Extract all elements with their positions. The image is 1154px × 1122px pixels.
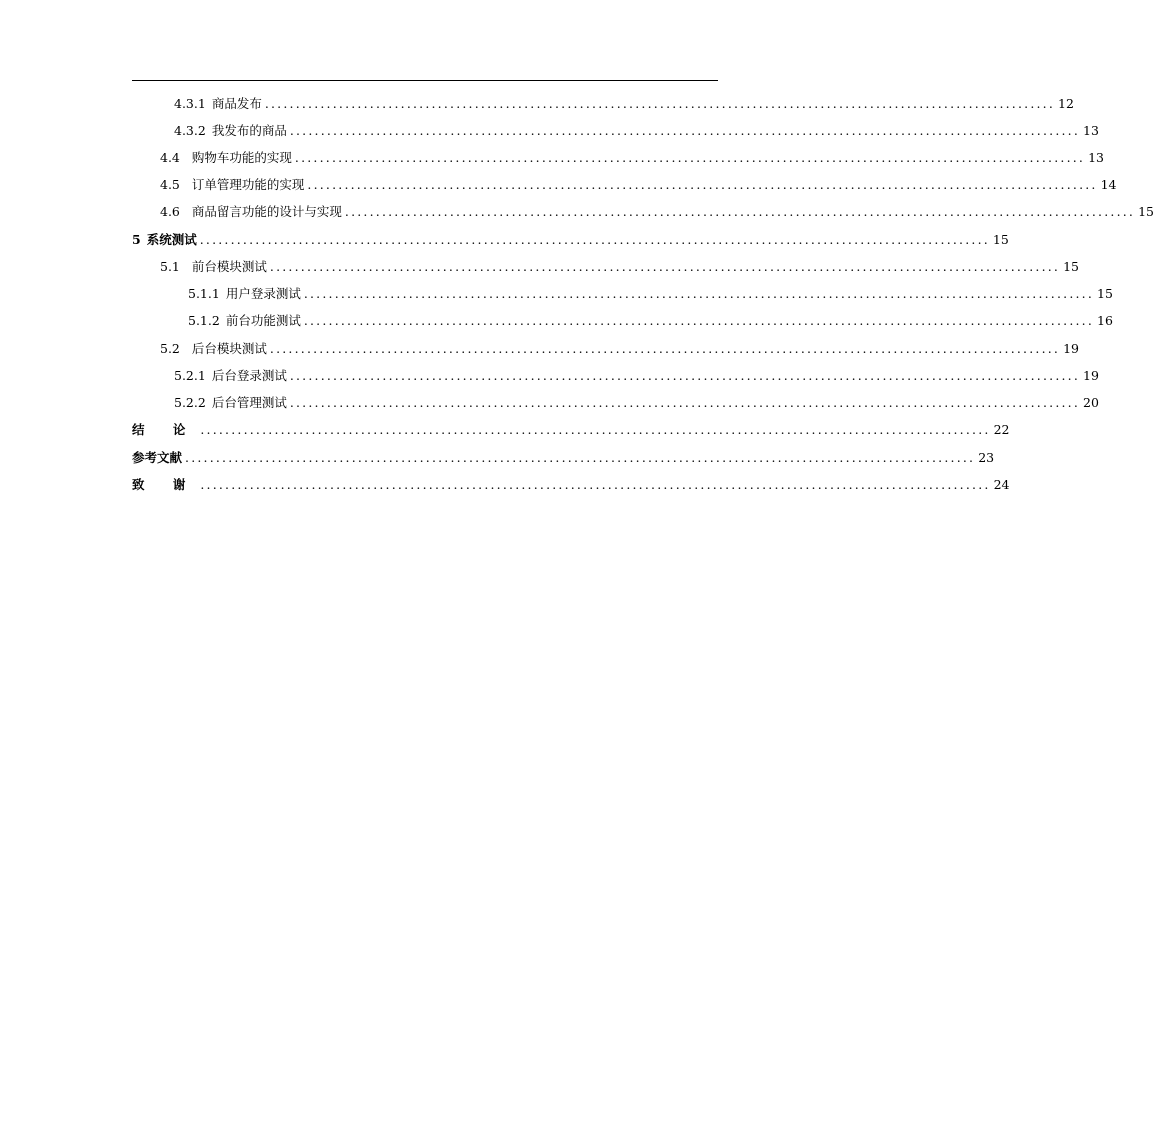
toc-dot-leader: ................................................................................................................................	[294, 150, 1086, 165]
toc-entry-4-5[interactable]	[160, 175, 1117, 195]
toc-entry-5[interactable]	[132, 230, 1009, 250]
toc-entry-number: 4.5	[160, 177, 180, 192]
toc-entry-number: 4.3.2	[174, 123, 206, 138]
toc-entry-page: 12	[1058, 96, 1074, 111]
toc-entry-title: 商品发布	[211, 96, 262, 111]
toc-entry-number: 4.6	[160, 204, 180, 219]
toc-dot-leader: ................................................................................................................................	[307, 177, 1098, 192]
toc-entry-number: 4.3.1	[174, 96, 206, 111]
toc-entry-5-1-1[interactable]	[188, 284, 1113, 304]
toc-entry-page: 15	[992, 232, 1009, 247]
toc-entry-title: 致 谢	[132, 477, 198, 492]
toc-entry-page: 19	[1083, 368, 1099, 383]
toc-entry-page: 20	[1083, 395, 1099, 410]
toc-entry-page: 13	[1083, 123, 1099, 138]
toc-entry-title: 我发布的商品	[211, 123, 287, 138]
toc-dot-leader: ................................................................................................................................	[344, 204, 1136, 219]
toc-entry-references[interactable]	[132, 448, 995, 468]
toc-entry-title: 后台模块测试	[191, 341, 267, 356]
toc-entry-4-3-2[interactable]	[174, 121, 1099, 141]
toc-entry-conclusion[interactable]	[132, 420, 1010, 440]
toc-entry-page: 24	[993, 477, 1010, 492]
toc-entry-number: 5.1.2	[188, 313, 220, 328]
toc-entry-5-1[interactable]	[160, 257, 1080, 277]
toc-entry-5-2-1[interactable]	[174, 366, 1099, 386]
toc-entry-page: 13	[1088, 150, 1105, 165]
toc-entry-number: 5.2.2	[174, 395, 206, 410]
toc-entry-number: 5.1.1	[188, 286, 220, 301]
toc-entry-title: 订单管理功能的实现	[191, 177, 305, 192]
toc-entry-number: 5	[132, 232, 141, 247]
toc-dot-leader: ................................................................................................................................	[289, 368, 1081, 383]
toc-dot-leader: ................................................................................................................................	[269, 341, 1061, 356]
toc-entry-title: 前台模块测试	[191, 259, 267, 274]
toc-entry-number: 5.2.1	[174, 368, 206, 383]
toc-entry-5-1-2[interactable]	[188, 311, 1113, 331]
toc-entry-title: 结 论	[132, 422, 198, 437]
toc-dot-leader: ................................................................................................................................	[200, 422, 991, 437]
toc-entry-number: 5.2	[160, 341, 180, 356]
toc-entry-title: 商品留言功能的设计与实现	[191, 204, 342, 219]
toc-entry-4-6[interactable]	[160, 202, 1154, 222]
toc-entry-page: 15	[1138, 204, 1154, 219]
toc-entry-title: 购物车功能的实现	[191, 150, 292, 165]
toc-entry-number: 4.4	[160, 150, 180, 165]
toc-entry-page: 19	[1063, 341, 1080, 356]
toc-dot-leader: ................................................................................................................................	[200, 477, 991, 492]
toc-dot-leader: ................................................................................................................................	[185, 450, 976, 465]
toc-dot-leader: ................................................................................................................................	[303, 313, 1095, 328]
toc-entry-title: 系统测试	[146, 232, 197, 247]
toc-entry-title: 后台登录测试	[211, 368, 287, 383]
toc-entry-page: 15	[1097, 286, 1113, 301]
toc-dot-leader: ................................................................................................................................	[199, 232, 990, 247]
toc-entry-5-2[interactable]	[160, 339, 1080, 359]
toc-entry-title: 参考文献	[132, 450, 183, 465]
toc-dot-leader: ................................................................................................................................	[264, 96, 1056, 111]
toc-entry-page: 16	[1097, 313, 1113, 328]
header-rule	[132, 80, 718, 81]
toc-entry-page: 23	[978, 450, 995, 465]
toc-dot-leader: ................................................................................................................................	[303, 286, 1095, 301]
toc-entry-4-3-1[interactable]	[174, 94, 1074, 114]
toc-entry-page: 15	[1063, 259, 1080, 274]
toc-entry-acknowledgements[interactable]	[132, 475, 1010, 495]
toc-entry-title: 前台功能测试	[225, 313, 301, 328]
toc-entry-4-4[interactable]	[160, 148, 1105, 168]
toc-entry-title: 后台管理测试	[211, 395, 287, 410]
toc-dot-leader: ................................................................................................................................	[289, 123, 1081, 138]
toc-dot-leader: ................................................................................................................................	[289, 395, 1081, 410]
toc-dot-leader: ................................................................................................................................	[269, 259, 1061, 274]
toc-entry-page: 14	[1100, 177, 1117, 192]
toc-entry-5-2-2[interactable]	[174, 393, 1099, 413]
toc-entry-title: 用户登录测试	[225, 286, 301, 301]
toc-entry-page: 22	[993, 422, 1010, 437]
toc-entry-number: 5.1	[160, 259, 180, 274]
